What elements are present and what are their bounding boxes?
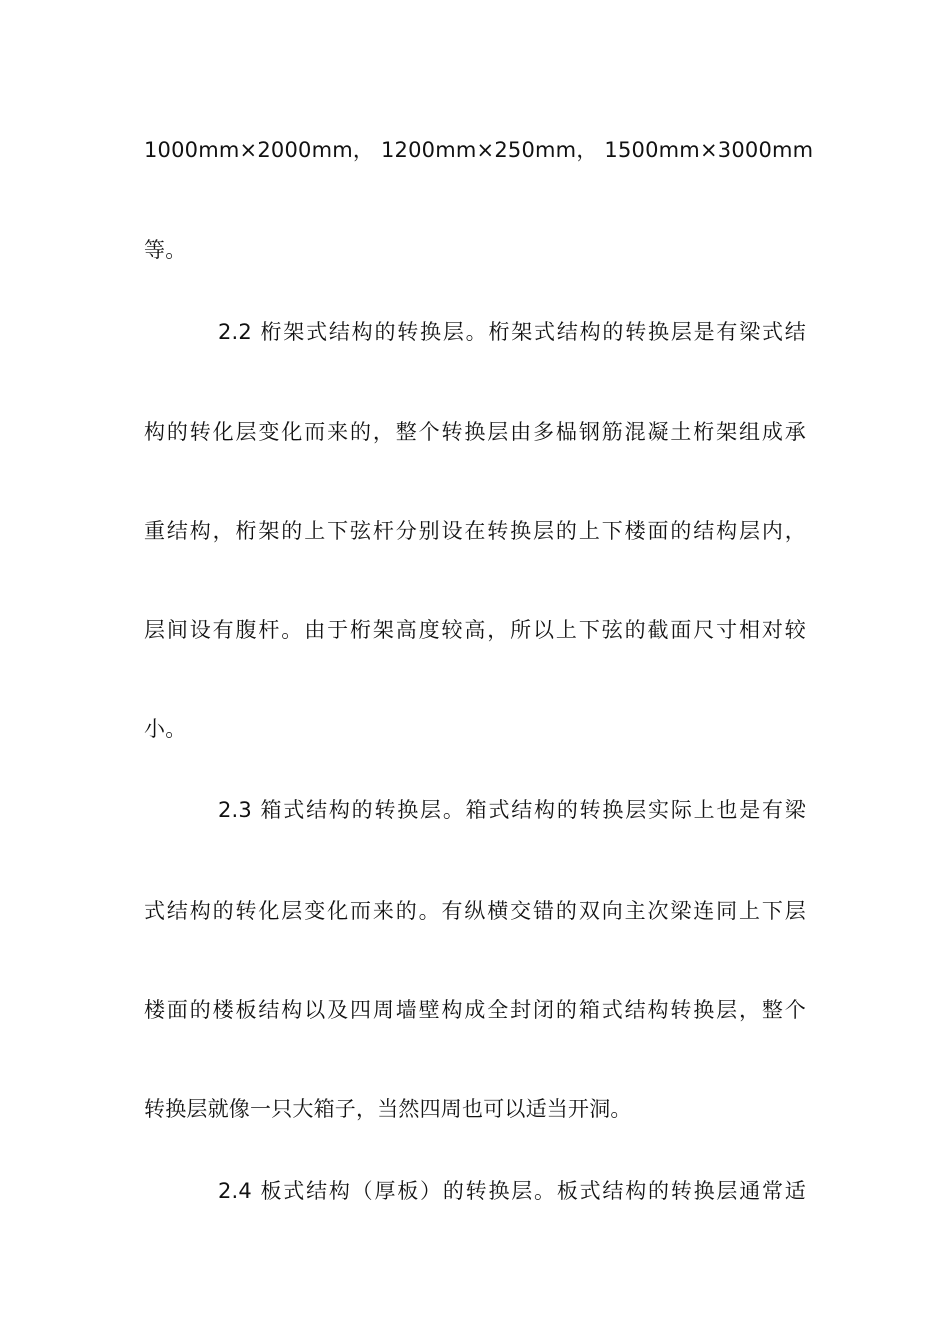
- section-2-3-heading-line: 2.3 箱式结构的转换层。箱式结构的转换层实际上也是有梁: [218, 798, 806, 822]
- text-line: 构的转化层变化而来的，整个转换层由多榀钢筋混凝土桁架组成承: [144, 420, 806, 444]
- text-line: 重结构，桁架的上下弦杆分别设在转换层的上下楼面的结构层内，: [144, 519, 806, 543]
- text-line: 楼面的楼板结构以及四周墙壁构成全封闭的箱式结构转换层，整个: [144, 998, 806, 1022]
- text-line: 转换层就像一只大箱子，当然四周也可以适当开洞。: [144, 1097, 632, 1121]
- text-line: 小。: [144, 717, 187, 741]
- text-line: 层间设有腹杆。由于桁架高度较高，所以上下弦的截面尺寸相对较: [144, 618, 806, 642]
- text-line: 式结构的转化层变化而来的。有纵横交错的双向主次梁连同上下层: [144, 899, 806, 923]
- section-2-2-heading-line: 2.2 桁架式结构的转换层。桁架式结构的转换层是有梁式结: [218, 320, 806, 344]
- section-2-4-heading-line: 2.4 板式结构（厚板）的转换层。板式结构的转换层通常适: [218, 1179, 806, 1203]
- text-line-dimensions: 1000mm×2000mm， 1200mm×250mm， 1500mm×3000mm: [144, 138, 814, 162]
- text-line-end: 等。: [144, 238, 187, 262]
